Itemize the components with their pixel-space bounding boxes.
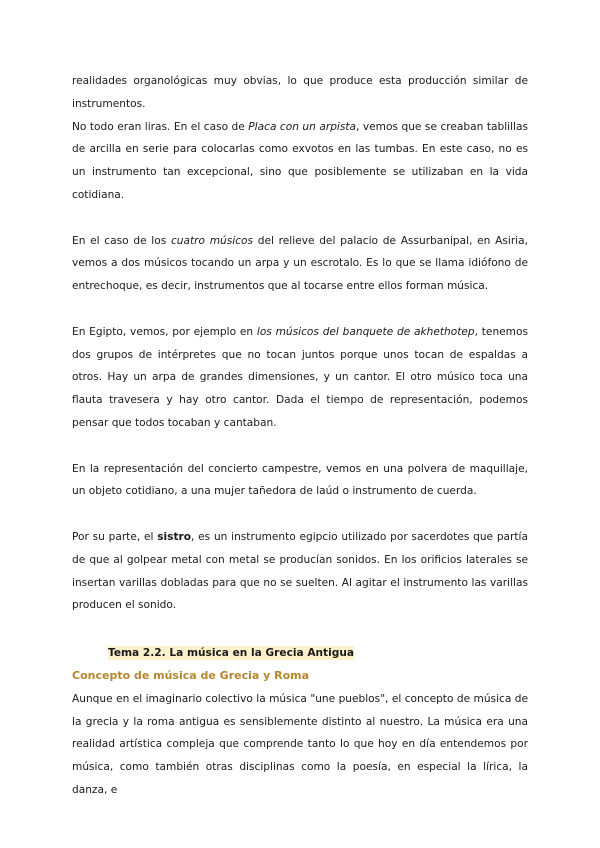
document-body — [72, 70, 528, 802]
paragraph-text: En la representación del concierto campestre, vemos en una polvera de maquillaje, un objeto cotidiano, a una mujer tañedora de laúd o instrumento de cuerda. — [72, 462, 528, 498]
bold-term: sistro — [157, 530, 192, 543]
paragraph-text: Aunque en el imaginario colectivo la música "une pueblos", el concepto de música de la grecia y la roma antigua es sensiblemente distinto al nuestro. La música era una realidad artística compleja que comprende tanto lo que hoy en día entendemos por música, como también otras disciplinas como la poesía, en especial la lírica, la danza, e — [72, 692, 528, 796]
paragraph-egipto — [72, 321, 528, 435]
paragraph-text: , es un instrumento egipcio utilizado por sacerdotes que partía de que al golpear metal con metal se producían sonidos. En los orificios laterales se insertan varillas dobladas para que no se suelten. Al agitar el instrumento las varillas producen el sonido. — [72, 530, 528, 612]
paragraph-text: realidades organológicas muy obvias, lo que produce esta producción similar de instrumentos. — [72, 75, 528, 110]
artwork-title: los músicos del banquete de akhethotep — [256, 325, 475, 338]
paragraph-concepto-musica — [72, 688, 528, 802]
artwork-title: Placa con un arpista — [248, 120, 357, 133]
paragraph-text: , tenemos dos grupos de intérpretes que no tocan juntos porque unos tocan de espaldas a otros. Hay un arpa de grandes dimensiones, y un cantor. El otro músico toca una flauta travesera y hay otro cantor. Dada el tiempo de representación, podemos pensar que todos tocaban y cantaban. — [72, 325, 528, 429]
paragraph-text: En el caso de los — [72, 234, 171, 247]
paragraph-cuatro-musicos — [72, 230, 528, 298]
paragraph-organological — [72, 70, 528, 116]
paragraph-concierto-campestre — [72, 458, 528, 504]
paragraph-text: , vemos que se creaban tablillas de arcilla en serie para colocarlas como exvotos en las tumbas. En este caso, no es un instrumento tan excepcional, sino que posiblemente se utilizaban en la vida cotidiana. — [72, 120, 528, 201]
subsection-heading: Concepto de música de Grecia y Roma — [72, 668, 310, 682]
paragraph-text: No todo eran liras. En el caso de — [72, 120, 249, 133]
paragraph-text: En Egipto, vemos, por ejemplo en — [72, 325, 257, 338]
paragraph-placa-arpista — [72, 116, 528, 207]
artwork-title: cuatro músicos — [170, 234, 254, 247]
paragraph-sistro — [72, 526, 528, 617]
paragraph-text: del relieve del palacio de Assurbanipal, en Asiria, vemos a dos músicos tocando un arpa y un escrotalo. Es lo que se llama idiófono de entrechoque, es decir, instrumentos que al tocarse entre ellos forman música. — [72, 234, 528, 293]
section-heading — [108, 642, 528, 665]
paragraph-text: Por su parte, el — [72, 530, 158, 543]
section-heading-text: Tema 2.2. La música en la Grecia Antigua — [108, 647, 355, 660]
